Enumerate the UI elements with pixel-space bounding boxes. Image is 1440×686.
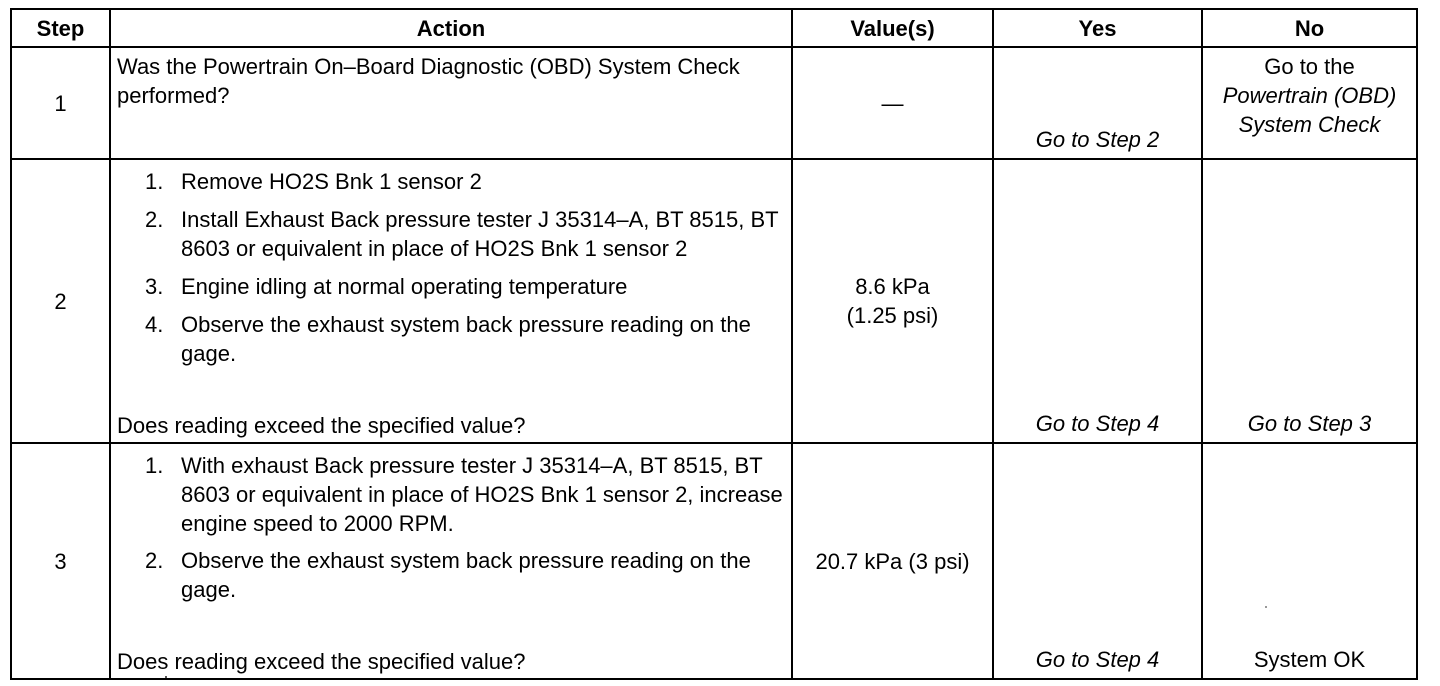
header-step: Step (11, 9, 110, 47)
table-row (11, 47, 1417, 159)
no-line: System Check (1238, 112, 1381, 137)
value-cell: — (792, 47, 993, 159)
no-line: Powertrain (OBD) (1222, 83, 1397, 108)
item-text: With exhaust Back pressure tester J 35314–A, BT 8515, BT 8603 or equivalent in place of HO2S Bnk 1 sensor 2, increase engine speed to 2000 RPM. (181, 453, 783, 536)
table-row (11, 443, 1417, 679)
item-number: 2. (145, 548, 164, 573)
table-row (11, 159, 1417, 443)
action-steps (117, 444, 785, 604)
list-item (117, 167, 785, 196)
yes-cell: Go to Step 4 (993, 159, 1202, 443)
diagnostic-table (10, 8, 1418, 680)
value-cell: 20.7 kPa (3 psi) (792, 443, 993, 679)
header-no: No (1202, 9, 1417, 47)
step-number: 3 (11, 443, 110, 679)
list-item (117, 205, 785, 263)
header-action: Action (110, 9, 792, 47)
item-text: Install Exhaust Back pressure tester J 35314–A, BT 8515, BT 8603 or equivalent in place of HO2S Bnk 1 sensor 2 (181, 207, 779, 261)
item-text: Engine idling at normal operating temperature (181, 274, 628, 299)
scan-speck (1265, 606, 1267, 608)
item-text: Observe the exhaust system back pressure reading on the gage. (181, 312, 751, 366)
value-cell (792, 159, 993, 443)
item-number: 1. (145, 453, 164, 478)
action-steps (117, 160, 785, 368)
action-cell (110, 159, 792, 443)
list-item (117, 272, 785, 301)
yes-cell: Go to Step 2 (993, 47, 1202, 159)
list-item (117, 546, 785, 604)
item-number: 1. (145, 169, 164, 194)
action-cell (110, 443, 792, 679)
action-question: Does reading exceed the specified value? (117, 413, 526, 438)
list-item (117, 451, 785, 538)
action-question: Does reading exceed the specified value? (117, 649, 526, 674)
header-values: Value(s) (792, 9, 993, 47)
item-text: Remove HO2S Bnk 1 sensor 2 (181, 169, 482, 194)
value-line: (1.25 psi) (846, 303, 939, 328)
step-number: 1 (11, 47, 110, 159)
yes-cell: Go to Step 4 (993, 443, 1202, 679)
item-number: 4. (145, 312, 164, 337)
item-number: 2. (145, 207, 164, 232)
step-number: 2 (11, 159, 110, 443)
action-question: Was the Powertrain On–Board Diagnostic (OBD) System Check performed? (117, 54, 740, 108)
no-cell: Go to Step 3 (1202, 159, 1417, 443)
item-number: 3. (145, 274, 164, 299)
action-cell (110, 47, 792, 159)
no-cell (1202, 47, 1417, 159)
no-line: Go to the (1264, 54, 1355, 79)
list-item (117, 310, 785, 368)
no-cell: System OK (1202, 443, 1417, 679)
header-yes: Yes (993, 9, 1202, 47)
header-row (11, 9, 1417, 47)
value-line: 8.6 kPa (855, 274, 930, 299)
scan-speck (165, 676, 167, 678)
item-text: Observe the exhaust system back pressure reading on the gage. (181, 548, 751, 602)
